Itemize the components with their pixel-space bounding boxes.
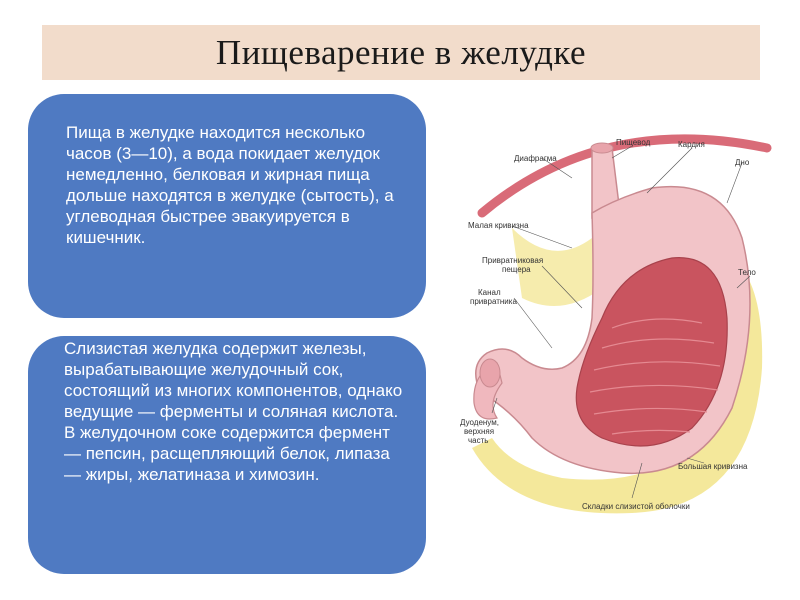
- label-pyloric-cave-line-1: Привратниковая: [482, 256, 544, 265]
- label-pyloric-canal-line-1: Канал: [478, 288, 501, 297]
- label-mucosa-folds: Складки слизистой оболочки: [582, 502, 690, 511]
- info-card-digestion-time: [28, 94, 426, 318]
- label-pyloric-cave-line-2: пещера: [502, 265, 531, 274]
- stomach-diagram: [452, 118, 782, 528]
- card-text: Слизистая желудка содержит железы, вырабатывающие желудочный сок, состоящий из многих компонентов, однако ведущие — ферменты и соляная кислота. В желудочном соке содержится фермент — пепсин, расщепляющий белок, липаза — жиры, желатиназа и химозин.: [64, 339, 403, 484]
- card-text: Пища в желудке находится несколько часов (3—10), а вода покидает желудок немедленно, белковая и жирная пища дольше находятся в желудке (сытость), а углеводная быстрее эвакуируется в кишечник.: [66, 123, 394, 247]
- label-pyloric-canal-line-2: привратника: [470, 297, 517, 306]
- slide-title: Пищеварение в желудке: [215, 33, 587, 72]
- label-cardia: Кардия: [678, 140, 705, 149]
- label-duodenum-line-1: Дуоденум,: [460, 418, 499, 427]
- label-diaphragm: Диафрагма: [514, 154, 557, 163]
- label-fundus: Дно: [735, 158, 750, 167]
- label-body: Тело: [738, 268, 756, 277]
- label-lesser-curvature: Малая кривизна: [468, 221, 529, 230]
- title-bar: [42, 25, 760, 80]
- label-greater-curvature: Большая кривизна: [678, 462, 748, 471]
- label-duodenum-line-2: верхняя: [464, 427, 495, 436]
- info-card-gastric-juice: [28, 336, 426, 574]
- label-duodenum-line-3: часть: [468, 436, 489, 445]
- label-esophagus: Пищевод: [616, 138, 651, 147]
